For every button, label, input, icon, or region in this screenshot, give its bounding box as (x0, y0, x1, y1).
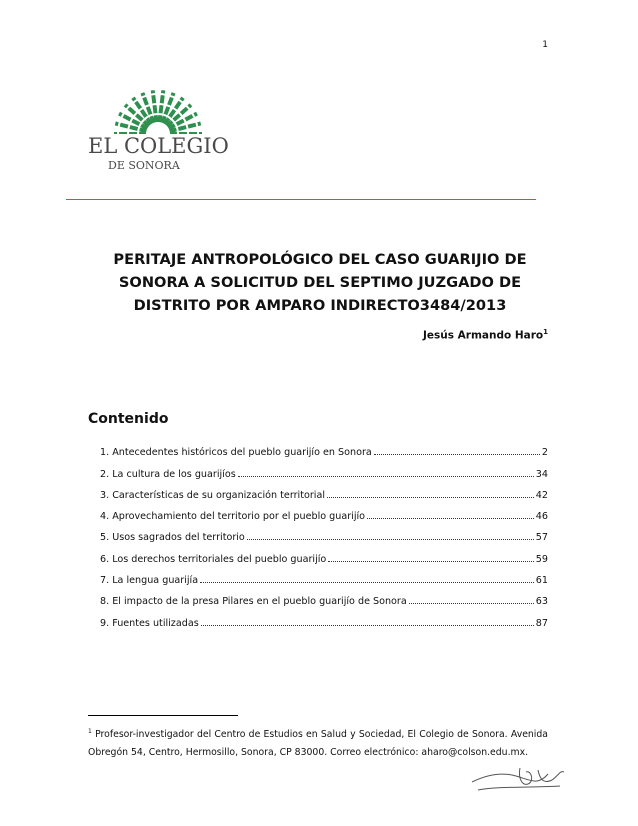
toc-leader-dots (367, 518, 534, 519)
toc-entry-page: 42 (535, 489, 548, 501)
toc-entry-label: 2. La cultura de los guarijíos (100, 468, 236, 480)
table-of-contents (100, 437, 548, 629)
toc-entry-label: 3. Características de su organización territorial (100, 489, 325, 501)
toc-entry-page: 34 (535, 468, 548, 480)
toc-entry-label: 9. Fuentes utilizadas (100, 617, 199, 629)
document-title (100, 248, 540, 317)
footnote-mark: 1 (88, 728, 92, 735)
author-footnote-mark[interactable]: 1 (543, 328, 548, 336)
footnote-text: Profesor-investigador del Centro de Estudios en Salud y Sociedad, El Colegio de Sonora. Avenida Obregón 54, Centro, Hermosillo, Sonora, CP 83000. Correo electrónico: aharo@colson.edu.mx. (88, 729, 548, 759)
toc-heading: Contenido (88, 411, 169, 427)
toc-entry-page: 2 (541, 447, 548, 459)
toc-entry-label: 1. Antecedentes históricos del pueblo guarijío en Sonora (100, 447, 372, 459)
toc-entry-page: 61 (535, 575, 548, 587)
toc-entry-page: 87 (535, 617, 548, 629)
toc-entry-page: 57 (535, 532, 548, 544)
toc-entry[interactable] (100, 565, 548, 586)
footnote (88, 723, 548, 762)
el-colegio-logo (88, 88, 228, 178)
toc-entry[interactable] (100, 501, 548, 522)
header-divider (66, 199, 536, 200)
toc-leader-dots (327, 497, 534, 498)
toc-leader-dots (247, 539, 534, 540)
toc-entry-page: 59 (535, 553, 548, 565)
toc-entry[interactable] (100, 543, 548, 564)
toc-leader-dots (201, 625, 534, 626)
toc-leader-dots (238, 476, 534, 477)
toc-leader-dots (328, 561, 533, 562)
toc-entry[interactable] (100, 480, 548, 501)
toc-leader-dots (374, 454, 540, 455)
toc-entry-label: 6. Los derechos territoriales del pueblo guarijío (100, 553, 327, 565)
author-line (423, 328, 548, 342)
toc-entry[interactable] (100, 607, 548, 628)
toc-entry-page: 46 (535, 511, 548, 523)
toc-entry-label: 7. La lengua guarijía (100, 575, 199, 587)
toc-entry-page: 63 (535, 596, 548, 608)
title-line: SONORA A SOLICITUD DEL SEPTIMO JUZGADO DE (118, 274, 522, 291)
toc-entry-label: 5. Usos sagrados del territorio (100, 532, 245, 544)
sun-arch-logo-icon (110, 88, 206, 134)
toc-entry[interactable] (100, 437, 548, 458)
handwritten-signature (468, 760, 568, 796)
page-number: 1 (542, 40, 548, 50)
title-line: DISTRITO POR AMPARO INDIRECTO3484/2013 (133, 297, 507, 314)
toc-entry-label: 8. El impacto de la presa Pilares en el pueblo guarijío de Sonora (100, 596, 407, 608)
logo-main-text: EL COLEGIO (88, 134, 229, 158)
logo-sub-text: DE SONORA (108, 159, 180, 172)
author-name: Jesús Armando Haro (423, 329, 544, 342)
toc-leader-dots (200, 582, 534, 583)
toc-entry[interactable] (100, 586, 548, 607)
footnote-separator (88, 715, 238, 716)
toc-leader-dots (409, 603, 534, 604)
toc-entry-label: 4. Aprovechamiento del territorio por el pueblo guarijío (100, 511, 366, 523)
title-line: PERITAJE ANTROPOLÓGICO DEL CASO GUARIJIO DE (113, 251, 527, 268)
toc-entry[interactable] (100, 522, 548, 543)
toc-entry[interactable] (100, 458, 548, 479)
